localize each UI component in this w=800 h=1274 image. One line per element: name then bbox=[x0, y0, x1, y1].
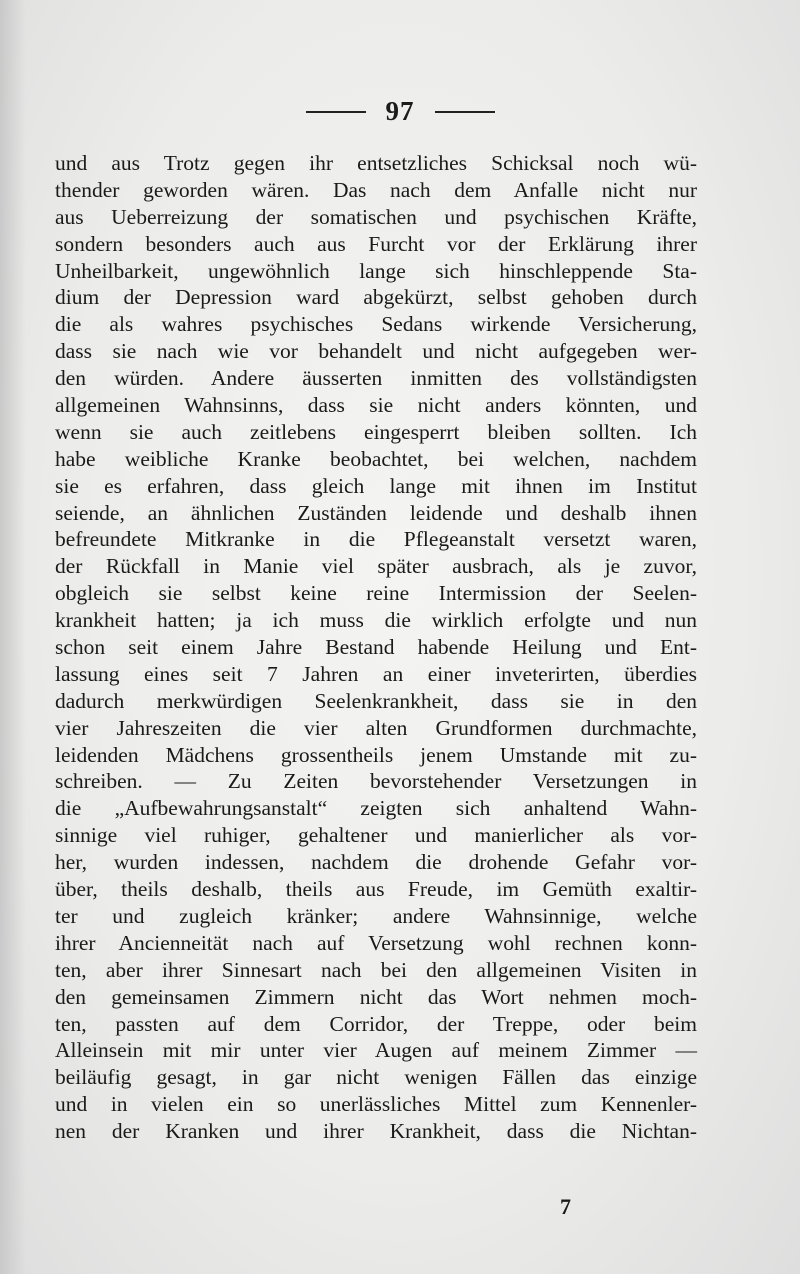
text-line: dadurch merkwürdigen Seelenkrankheit, dass sie in den bbox=[55, 688, 697, 713]
text-line: die als wahres psychisches Sedans wirkende Versicherung, bbox=[55, 312, 697, 337]
text-line: lassung eines seit 7 Jahren an einer inveterirten, überdies bbox=[55, 661, 697, 686]
text-line: leidenden Mädchens grossentheils jenem Umstande mit zu- bbox=[55, 742, 697, 767]
text-line: den gemeinsamen Zimmern nicht das Wort nehmen moch- bbox=[55, 984, 697, 1009]
text-line: sie es erfahren, dass gleich lange mit ihnen im Institut bbox=[55, 473, 697, 498]
signature-mark: 7 bbox=[560, 1194, 571, 1219]
text-line: über, theils deshalb, theils aus Freude, im Gemüth exaltir- bbox=[55, 877, 697, 902]
text-line: thender geworden wären. Das nach dem Anfalle nicht nur bbox=[55, 177, 697, 202]
text-line: dium der Depression ward abgekürzt, selbst gehoben durch bbox=[55, 285, 697, 310]
text-line: beiläufig gesagt, in gar nicht wenigen Fällen das einzige bbox=[55, 1065, 697, 1090]
text-line: habe weibliche Kranke beobachtet, bei welchen, nachdem bbox=[55, 446, 697, 471]
header-rule-left bbox=[306, 111, 366, 113]
text-line: schon seit einem Jahre Bestand habende Heilung und Ent- bbox=[55, 635, 697, 660]
text-line: obgleich sie selbst keine reine Intermission der Seelen- bbox=[55, 581, 697, 606]
header-rule-right bbox=[435, 111, 495, 113]
text-line: befreundete Mitkranke in die Pflegeanstalt versetzt waren, bbox=[55, 527, 697, 552]
text-line: schreiben. — Zu Zeiten bevorstehender Versetzungen in bbox=[55, 769, 697, 794]
page-number: 97 bbox=[385, 96, 415, 126]
text-line: seiende, an ähnlichen Zuständen leidende und deshalb ihnen bbox=[55, 500, 697, 525]
text-line: den würden. Andere äusserten inmitten des vollständigsten bbox=[55, 366, 697, 391]
text-line: ter und zugleich kränker; andere Wahnsinnige, welche bbox=[55, 903, 697, 928]
text-line: krankheit hatten; ja ich muss die wirklich erfolgte und nun bbox=[55, 608, 697, 633]
text-line: ihrer Ancienneität nach auf Versetzung wohl rechnen konn- bbox=[55, 930, 697, 955]
body-text bbox=[55, 150, 697, 1145]
text-line: dass sie nach wie vor behandelt und nicht aufgegeben wer- bbox=[55, 339, 697, 364]
text-line: her, wurden indessen, nachdem die drohende Gefahr vor- bbox=[55, 850, 697, 875]
text-line: wenn sie auch zeitlebens eingesperrt bleiben sollten. Ich bbox=[55, 419, 697, 444]
text-line: der Rückfall in Manie viel später ausbrach, als je zuvor, bbox=[55, 554, 697, 579]
text-line: die „Aufbewahrungsanstalt“ zeigten sich anhaltend Wahn- bbox=[55, 796, 697, 821]
text-line: Unheilbarkeit, ungewöhnlich lange sich hinschleppende Sta- bbox=[55, 258, 697, 283]
text-line: aus Ueberreizung der somatischen und psychischen Kräfte, bbox=[55, 204, 697, 229]
text-line: allgemeinen Wahnsinns, dass sie nicht anders könnten, und bbox=[55, 393, 697, 418]
text-line: Alleinsein mit mir unter vier Augen auf meinem Zimmer — bbox=[55, 1038, 697, 1063]
text-line: sondern besonders auch aus Furcht vor der Erklärung ihrer bbox=[55, 231, 697, 256]
text-line: und aus Trotz gegen ihr entsetzliches Schicksal noch wü- bbox=[55, 151, 697, 175]
text-line: nen der Kranken und ihrer Krankheit, dass die Nichtan- bbox=[55, 1119, 697, 1144]
text-line: ten, passten auf dem Corridor, der Treppe, oder beim bbox=[55, 1011, 697, 1036]
text-line: sinnige viel ruhiger, gehaltener und manierlicher als vor- bbox=[55, 823, 697, 848]
text-line: und in vielen ein so unerlässliches Mittel zum Kennenler- bbox=[55, 1092, 697, 1117]
text-line: vier Jahreszeiten die vier alten Grundformen durchmachte, bbox=[55, 715, 697, 740]
page-header bbox=[0, 96, 800, 127]
text-line: ten, aber ihrer Sinnesart nach bei den allgemeinen Visiten in bbox=[55, 957, 697, 982]
